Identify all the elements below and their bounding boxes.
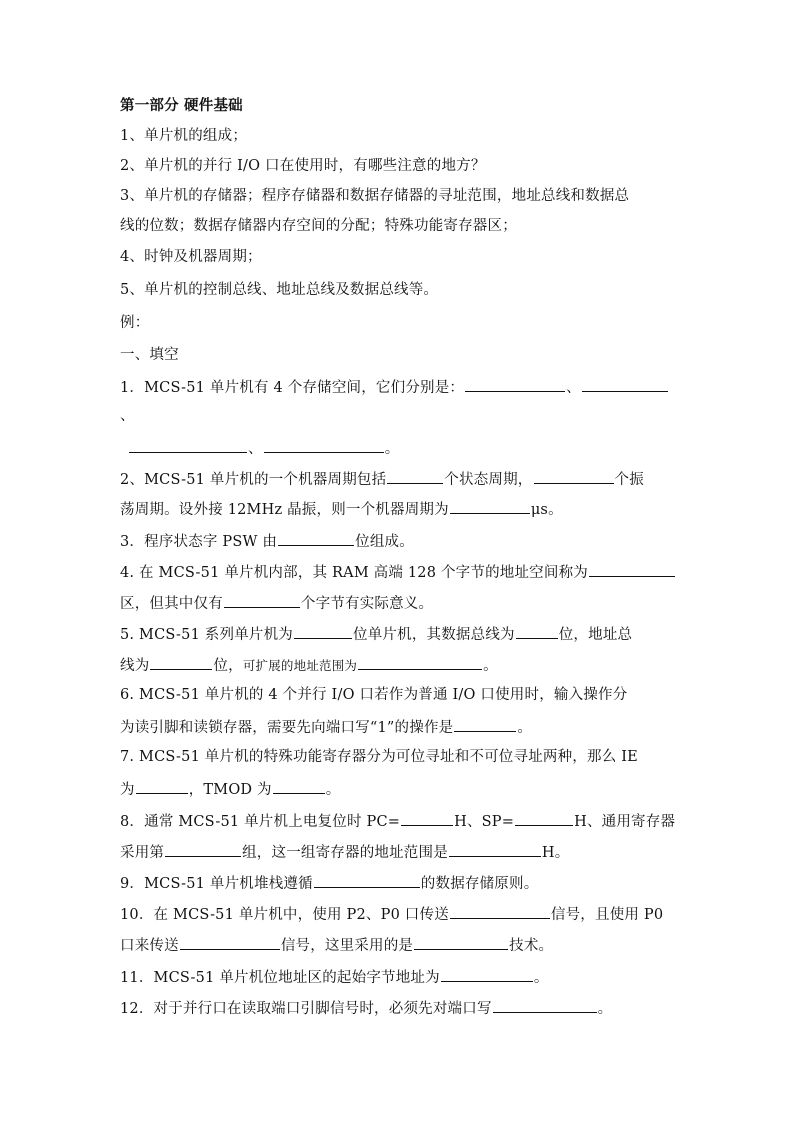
question-10-text: 10．在 MCS-51 单片机中，使用 P2、P0 口传送 [120, 907, 449, 923]
answer-blank[interactable] [165, 841, 241, 857]
outline-item-4: 4、时钟及机器周期； [120, 249, 262, 265]
question-1-cont2 [128, 437, 688, 459]
question-5-text-c: 位，地址总 [558, 627, 633, 643]
question-3-text: 3．程序状态字 PSW 由 [120, 534, 278, 550]
answer-blank[interactable] [278, 530, 354, 546]
question-8-text: 8．通常 MCS-51 单片机上电复位时 PC= [120, 814, 401, 830]
answer-blank[interactable] [401, 810, 453, 826]
question-5-text-e: 位， [213, 658, 243, 674]
answer-blank[interactable] [515, 810, 573, 826]
outline-item-3: 3、单片机的存储器；程序存储器和数据存储器的寻址范围，地址总线和数据总 [120, 188, 630, 204]
question-9-text-b: 的数据存储原则。 [420, 876, 539, 892]
question-2-text-b: 个状态周期， [444, 472, 533, 488]
question-1-cont: 、 [120, 408, 135, 424]
answer-blank[interactable] [358, 654, 482, 670]
question-2-text-e: μs。 [530, 502, 563, 518]
question-11-text: 11．MCS-51 单片机位地址区的起始字节地址为 [120, 970, 440, 986]
answer-blank[interactable] [450, 903, 550, 919]
answer-blank[interactable] [582, 376, 668, 392]
answer-blank[interactable] [449, 841, 541, 857]
question-10-text-c: 口来传送 [120, 938, 179, 954]
question-4-text-b: 区，但其中仅有 [120, 596, 223, 612]
question-6-text-b: 为读引脚和读锁存器，需要先向端口写“1”的操作是 [120, 720, 454, 736]
question-5-text-b: 位单片机，其数据总线为 [353, 627, 515, 643]
question-8-text-b: H、SP= [454, 814, 515, 830]
answer-blank[interactable] [129, 437, 247, 453]
question-4-text-c: 个字节有实际意义。 [300, 596, 434, 612]
section-title: 第一部分 硬件基础 [120, 98, 243, 114]
answer-blank[interactable] [534, 468, 614, 484]
answer-blank[interactable] [314, 872, 420, 888]
question-8-text-f: H。 [541, 845, 570, 861]
question-7-text-b: 为 [120, 782, 135, 798]
period: 。 [384, 441, 400, 457]
period: 。 [597, 1001, 613, 1017]
answer-blank[interactable] [224, 592, 300, 608]
question-8-text-e: 组，这一组寄存器的地址范围是 [242, 845, 448, 861]
question-1 [120, 376, 680, 398]
question-5 [120, 623, 680, 645]
question-12 [120, 997, 680, 1019]
question-5-text: 5. MCS-51 系列单片机为 [120, 627, 294, 643]
question-4-cont [120, 592, 680, 614]
question-9-text: 9．MCS-51 单片机堆栈遵循 [120, 876, 313, 892]
question-10 [120, 903, 680, 925]
fill-heading: 一、填空 [120, 347, 179, 363]
question-10-text-d: 信号，这里采用的是 [280, 938, 414, 954]
question-11 [120, 966, 680, 988]
question-12-text: 12．对于并行口在读取端口引脚信号时，必须先对端口写 [120, 1001, 492, 1017]
question-2-text: 2、MCS-51 单片机的一个机器周期包括 [120, 472, 387, 488]
question-10-text-e: 技术。 [509, 938, 554, 954]
outline-item-1: 1、单片机的组成； [120, 128, 248, 144]
answer-blank[interactable] [441, 966, 533, 982]
answer-blank[interactable] [450, 498, 530, 514]
separator: 、 [566, 380, 581, 396]
outline-item-3-cont: 线的位数；数据存储器内存空间的分配；特殊功能寄存器区； [120, 218, 517, 234]
outline-item-5: 5、单片机的控制总线、地址总线及数据总线等。 [120, 282, 439, 298]
question-8-cont [120, 841, 680, 863]
answer-blank[interactable] [273, 778, 325, 794]
question-7-text-c: ，TMOD 为 [188, 782, 272, 798]
answer-blank[interactable] [294, 623, 352, 639]
question-2 [120, 468, 680, 490]
period: 。 [517, 720, 533, 736]
question-2-cont [120, 498, 680, 520]
question-2-text-c: 个振 [614, 472, 644, 488]
answer-blank[interactable] [136, 778, 188, 794]
outline-item-2: 2、单片机的并行 I/O 口在使用时，有哪些注意的地方？ [120, 158, 486, 174]
example-label: 例： [120, 315, 150, 331]
period: 。 [325, 782, 341, 798]
period: 。 [483, 658, 498, 674]
separator: 、 [248, 441, 263, 457]
question-4 [120, 561, 680, 583]
question-8-text-c: H、通用寄存器 [574, 814, 676, 830]
question-7-cont [120, 778, 680, 800]
question-6: 6. MCS-51 单片机的 4 个并行 I/O 口若作为普通 I/O 口使用时，输入操作分 [120, 687, 628, 703]
answer-blank[interactable] [465, 376, 565, 392]
question-5-text-d: 线为 [120, 658, 150, 674]
answer-blank[interactable] [264, 437, 384, 453]
question-6-cont [120, 716, 680, 738]
answer-blank[interactable] [516, 623, 558, 639]
question-5-text-f: 可扩展的地址范围为 [242, 658, 358, 673]
question-10-cont [120, 934, 680, 956]
question-4-text: 4. 在 MCS-51 单片机内部，其 RAM 高端 128 个字节的地址空间称为 [120, 565, 588, 581]
answer-blank[interactable] [589, 561, 675, 577]
period: 。 [533, 970, 549, 986]
question-2-text-d: 荡周期。设外接 12MHz 晶振，则一个机器周期为 [120, 502, 449, 518]
answer-blank[interactable] [454, 716, 516, 732]
question-10-text-b: 信号，且使用 P0 [550, 907, 664, 923]
answer-blank[interactable] [180, 934, 280, 950]
answer-blank[interactable] [387, 468, 443, 484]
question-9 [120, 872, 680, 894]
answer-blank[interactable] [150, 654, 212, 670]
question-3 [120, 530, 680, 552]
question-8 [120, 810, 680, 832]
question-5-cont [120, 654, 680, 676]
question-1-text: 1．MCS-51 单片机有 4 个存储空间，它们分别是： [120, 380, 465, 396]
answer-blank[interactable] [414, 934, 508, 950]
question-8-text-d: 采用第 [120, 845, 165, 861]
question-3-text-b: 位组成。 [355, 534, 414, 550]
answer-blank[interactable] [493, 997, 597, 1013]
question-7: 7. MCS-51 单片机的特殊功能寄存器分为可位寻址和不可位寻址两种，那么 IE [120, 749, 638, 765]
